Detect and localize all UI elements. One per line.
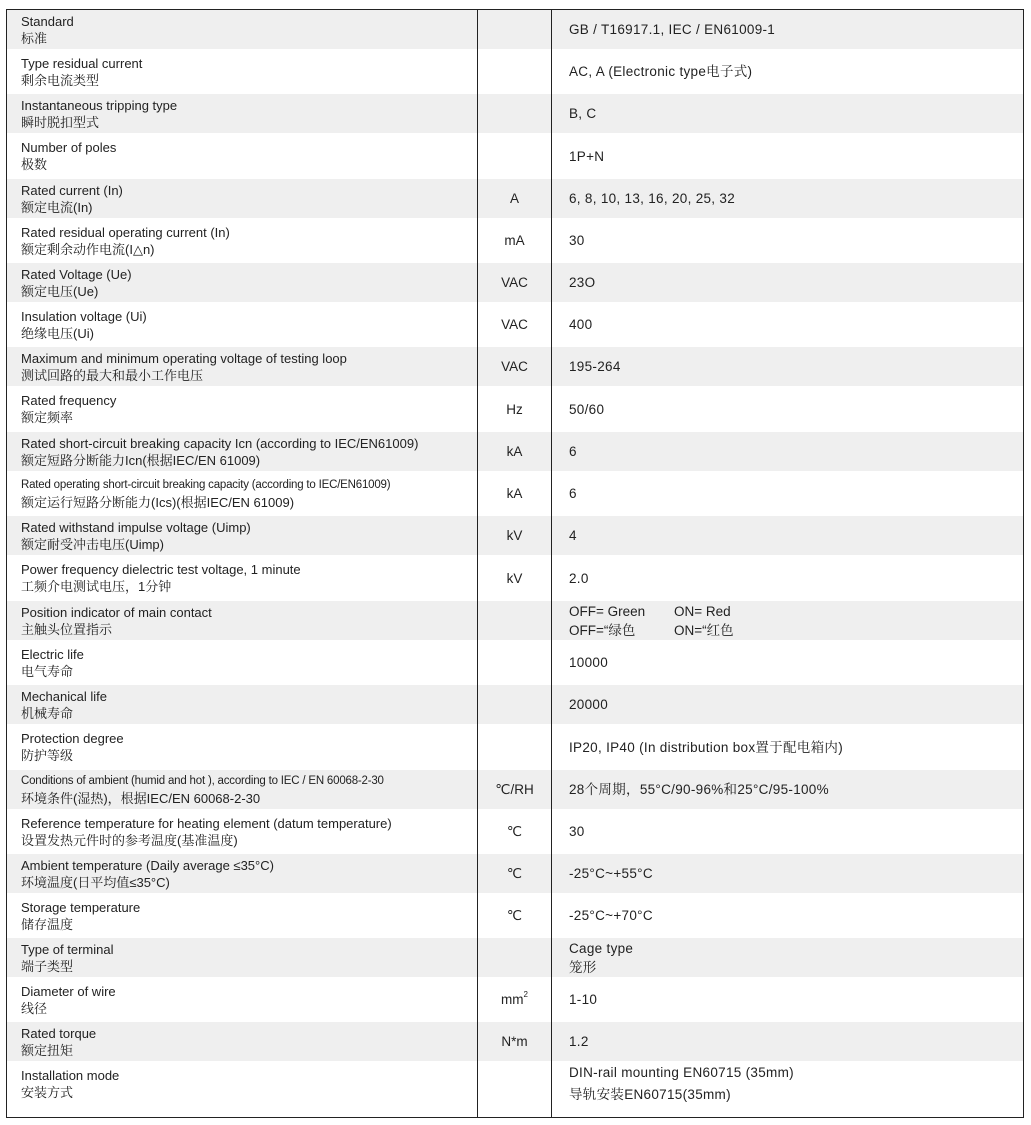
table-row — [7, 49, 1023, 94]
param-name-zh: 机械寿命 — [21, 705, 74, 721]
param-value: GB / T16917.1, IEC / EN61009-1 — [569, 22, 776, 37]
param-name-en: Instantaneous tripping type — [21, 97, 178, 113]
spec-table — [6, 9, 1024, 1118]
param-unit: kA — [506, 444, 523, 459]
unit-base: mm — [501, 992, 524, 1007]
table-row — [7, 347, 1023, 386]
table-row — [7, 555, 1023, 601]
table-row — [7, 809, 1023, 854]
table-row — [7, 218, 1023, 263]
table-row — [7, 263, 1023, 302]
table-row — [7, 770, 1023, 809]
table-row — [7, 133, 1023, 179]
param-name-zh: 额定耐受冲击电压(Uimp) — [21, 536, 164, 552]
param-name-en: Protection degree — [21, 731, 124, 746]
param-name-zh: 额定电流(In) — [21, 199, 93, 215]
param-value: 50/60 — [569, 401, 605, 417]
param-name-zh: 额定剩余动作电流(I△n) — [21, 241, 155, 257]
param-unit: kA — [506, 486, 523, 501]
param-unit: ℃ — [506, 907, 523, 923]
param-value-zh: 笼形 — [569, 959, 597, 975]
param-value: DIN-rail mounting EN60715 (35mm) — [569, 1065, 794, 1080]
param-name-en: Number of poles — [21, 140, 117, 155]
param-value: 1-10 — [569, 992, 598, 1007]
param-value: Cage type — [569, 940, 634, 956]
param-value-zh: 导轨安装EN60715(35mm) — [569, 1087, 731, 1102]
param-name-en: Type residual current — [21, 55, 143, 71]
param-name-zh: 剩余电流类型 — [21, 72, 100, 88]
param-unit: VAC — [501, 317, 528, 332]
param-name-zh: 环境条件(湿热)，根据IEC/EN 60068-2-30 — [21, 790, 261, 806]
table-row — [7, 893, 1023, 938]
param-value: 23O — [569, 275, 596, 290]
param-name-en: Storage temperature — [21, 899, 141, 915]
param-name-zh: 工频介电测试电压，1分钟 — [21, 579, 172, 594]
param-name-en: Maximum and minimum operating voltage of testing loop — [21, 350, 347, 366]
param-name-zh: 主触头位置指示 — [21, 621, 113, 637]
table-row — [7, 685, 1023, 724]
param-unit: VAC — [501, 275, 528, 290]
param-name-zh: 额定频率 — [21, 410, 74, 425]
param-value: B, C — [569, 106, 597, 121]
param-name-en: Mechanical life — [21, 688, 107, 704]
param-name-zh: 额定电压(Ue) — [21, 283, 99, 299]
table-row — [7, 854, 1023, 893]
table-row — [7, 94, 1023, 133]
param-name-en: Position indicator of main contact — [21, 604, 212, 620]
param-name-zh: 测试回路的最大和最小工作电压 — [21, 367, 204, 383]
param-name-zh: 安装方式 — [21, 1085, 74, 1100]
table-row — [7, 10, 1023, 49]
param-name-en: Rated withstand impulse voltage (Uimp) — [21, 519, 251, 535]
param-name-en: Electric life — [21, 646, 84, 662]
off-green-value-zh: OFF=“绿色 — [569, 622, 636, 638]
param-value: 4 — [569, 528, 577, 543]
param-name-zh: 设置发热元件时的参考温度(基准温度) — [21, 832, 238, 848]
param-unit: kV — [506, 528, 523, 543]
column-divider — [551, 10, 552, 1117]
param-unit: kV — [506, 570, 523, 586]
table-row — [7, 179, 1023, 218]
param-name-zh: 额定扭矩 — [21, 1042, 74, 1058]
param-unit: ℃ — [506, 865, 523, 881]
param-value: 195-264 — [569, 359, 621, 374]
on-red-value: ON= Red — [674, 603, 731, 619]
param-unit: ℃ — [506, 823, 523, 839]
param-unit: A — [509, 191, 519, 206]
table-row — [7, 386, 1023, 432]
param-name-en: Power frequency dielectric test voltage, 1 minute — [21, 562, 301, 577]
param-name-en: Ambient temperature (Daily average ≤35°C) — [21, 857, 274, 873]
table-row — [7, 601, 1023, 640]
param-name-en: Rated frequency — [21, 393, 117, 408]
param-name-zh: 储存温度 — [21, 916, 74, 932]
param-value: 2.0 — [569, 570, 589, 586]
param-name-en: Installation mode — [21, 1068, 120, 1083]
table-row — [7, 977, 1023, 1022]
param-unit: Hz — [506, 401, 523, 417]
position-indicator-english — [569, 602, 1019, 621]
param-name-zh: 电气寿命 — [21, 663, 74, 679]
param-value: -25°C~+70°C — [569, 908, 653, 923]
param-name-zh: 标准 — [21, 30, 48, 46]
param-name-zh: 绝缘电压(Ui) — [21, 325, 94, 341]
param-value: 30 — [569, 824, 585, 839]
param-value: 10000 — [569, 655, 609, 670]
param-value: IP20, IP40 (In distribution box置于配电箱内) — [569, 739, 843, 755]
param-name-en: Rated operating short-circuit breaking capacity (according to IEC/EN61009) — [21, 478, 391, 491]
param-unit: N*m — [501, 1034, 528, 1049]
table-row — [7, 302, 1023, 347]
off-green-value: OFF= Green — [569, 603, 646, 619]
param-name-en: Rated short-circuit breaking capacity Icn (according to IEC/EN61009) — [21, 435, 419, 451]
param-name-en: Rated residual operating current (In) — [21, 224, 230, 240]
param-value: AC, A (Electronic type电子式) — [569, 64, 753, 79]
param-name-zh: 瞬时脱扣型式 — [21, 114, 100, 130]
on-red-value-zh: ON=“红色 — [674, 622, 734, 638]
param-unit: mA — [504, 233, 525, 248]
param-name-en: Rated torque — [21, 1025, 97, 1041]
param-value: 6, 8, 10, 13, 16, 20, 25, 32 — [569, 191, 736, 206]
param-value: 400 — [569, 317, 593, 332]
param-name-en: Standard — [21, 13, 74, 29]
column-divider — [477, 10, 478, 1117]
param-name-zh: 环境温度(日平均值≤35°C) — [21, 874, 170, 890]
param-name-zh: 额定运行短路分断能力(Ics)(根据IEC/EN 61009) — [21, 494, 295, 510]
spec-rows — [7, 10, 1023, 1125]
table-row — [7, 640, 1023, 685]
table-row — [7, 1061, 1023, 1125]
param-name-zh: 额定短路分断能力Icn(根据IEC/EN 61009) — [21, 452, 261, 468]
param-value: 20000 — [569, 697, 609, 712]
table-row — [7, 724, 1023, 770]
param-name-en: Insulation voltage (Ui) — [21, 308, 147, 324]
table-row — [7, 1022, 1023, 1061]
param-name-en: Rated current (In) — [21, 182, 123, 198]
param-value: 1.2 — [569, 1034, 589, 1049]
table-row — [7, 938, 1023, 977]
param-name-en: Rated Voltage (Ue) — [21, 266, 132, 282]
table-row — [7, 432, 1023, 471]
param-value: 6 — [569, 486, 577, 501]
table-row — [7, 516, 1023, 555]
unit-superscript: 2 — [523, 990, 528, 999]
param-value: 30 — [569, 233, 585, 248]
param-name-en: Diameter of wire — [21, 983, 116, 999]
param-value: 1P+N — [569, 148, 605, 164]
param-name-en: Type of terminal — [21, 941, 114, 957]
param-name-zh: 线径 — [21, 1000, 48, 1016]
param-name-zh: 防护等级 — [21, 748, 74, 763]
param-value: 28个周期，55°C/90-96%和25°C/95-100% — [569, 782, 829, 797]
param-name-en: Reference temperature for heating element (datum temperature) — [21, 815, 392, 831]
param-unit: VAC — [501, 359, 528, 374]
param-value: -25°C~+55°C — [569, 866, 653, 881]
param-unit: ℃/RH — [495, 781, 534, 797]
table-row — [7, 471, 1023, 516]
param-name-en: Conditions of ambient (humid and hot ), according to IEC / EN 60068-2-30 — [21, 774, 384, 787]
param-unit — [501, 992, 528, 1007]
position-indicator-chinese — [569, 621, 1019, 640]
param-name-zh: 极数 — [21, 157, 48, 172]
param-name-zh: 端子类型 — [21, 958, 74, 974]
param-value: 6 — [569, 444, 577, 459]
